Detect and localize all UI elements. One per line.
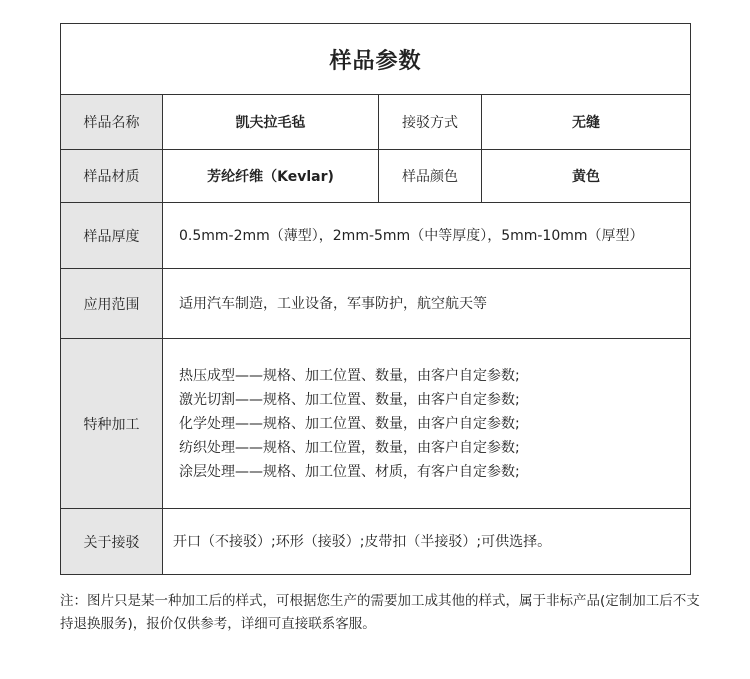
row-joining xyxy=(61,508,690,574)
value-name: 凯夫拉毛毡 xyxy=(235,115,306,131)
processing-item: 激光切割——规格、加工位置、数量，由客户自定参数; xyxy=(179,391,520,408)
value-application: 适用汽车制造，工业设备，军事防护，航空航天等 xyxy=(179,295,487,312)
label-color: 样品颜色 xyxy=(378,150,482,202)
label-application: 应用范围 xyxy=(61,269,163,338)
label-material: 样品材质 xyxy=(61,150,163,202)
label-name: 样品名称 xyxy=(61,95,163,149)
processing-item: 纺织处理——规格、加工位置，数量，由客户自定参数; xyxy=(179,439,520,456)
table-title-row xyxy=(61,24,690,94)
processing-item: 热压成型——规格、加工位置、数量，由客户自定参数; xyxy=(179,367,520,384)
row-name xyxy=(61,94,690,149)
processing-item: 化学处理——规格、加工位置、数量，由客户自定参数; xyxy=(179,415,520,432)
value-joint-type: 无缝 xyxy=(572,115,600,131)
row-material xyxy=(61,149,690,202)
value-material: 芳纶纤维（Kevlar) xyxy=(207,169,334,185)
parameter-table xyxy=(60,23,691,575)
processing-list xyxy=(163,339,690,508)
label-thickness: 样品厚度 xyxy=(61,203,163,268)
value-joining: 开口（不接驳）;环形（接驳）;皮带扣（半接驳）;可供选择。 xyxy=(173,533,552,550)
row-processing xyxy=(61,338,690,508)
label-joining: 关于接驳 xyxy=(61,509,163,574)
label-joint-type: 接驳方式 xyxy=(378,95,482,149)
footnote: 注：图片只是某一种加工后的样式，可根据您生产的需要加工成其他的样式，属于非标产品(定制加工后不支持退换服务)，报价仅供参考，详细可直接联系客服。 xyxy=(60,593,700,632)
value-thickness: 0.5mm-2mm（薄型），2mm-5mm（中等厚度），5mm-10mm（厚型） xyxy=(179,227,644,244)
row-application xyxy=(61,268,690,338)
label-processing: 特种加工 xyxy=(61,339,163,508)
value-color: 黄色 xyxy=(572,169,600,185)
row-thickness xyxy=(61,202,690,268)
table-title: 样品参数 xyxy=(329,48,422,74)
processing-item: 涂层处理——规格、加工位置、材质，有客户自定参数; xyxy=(179,463,520,480)
